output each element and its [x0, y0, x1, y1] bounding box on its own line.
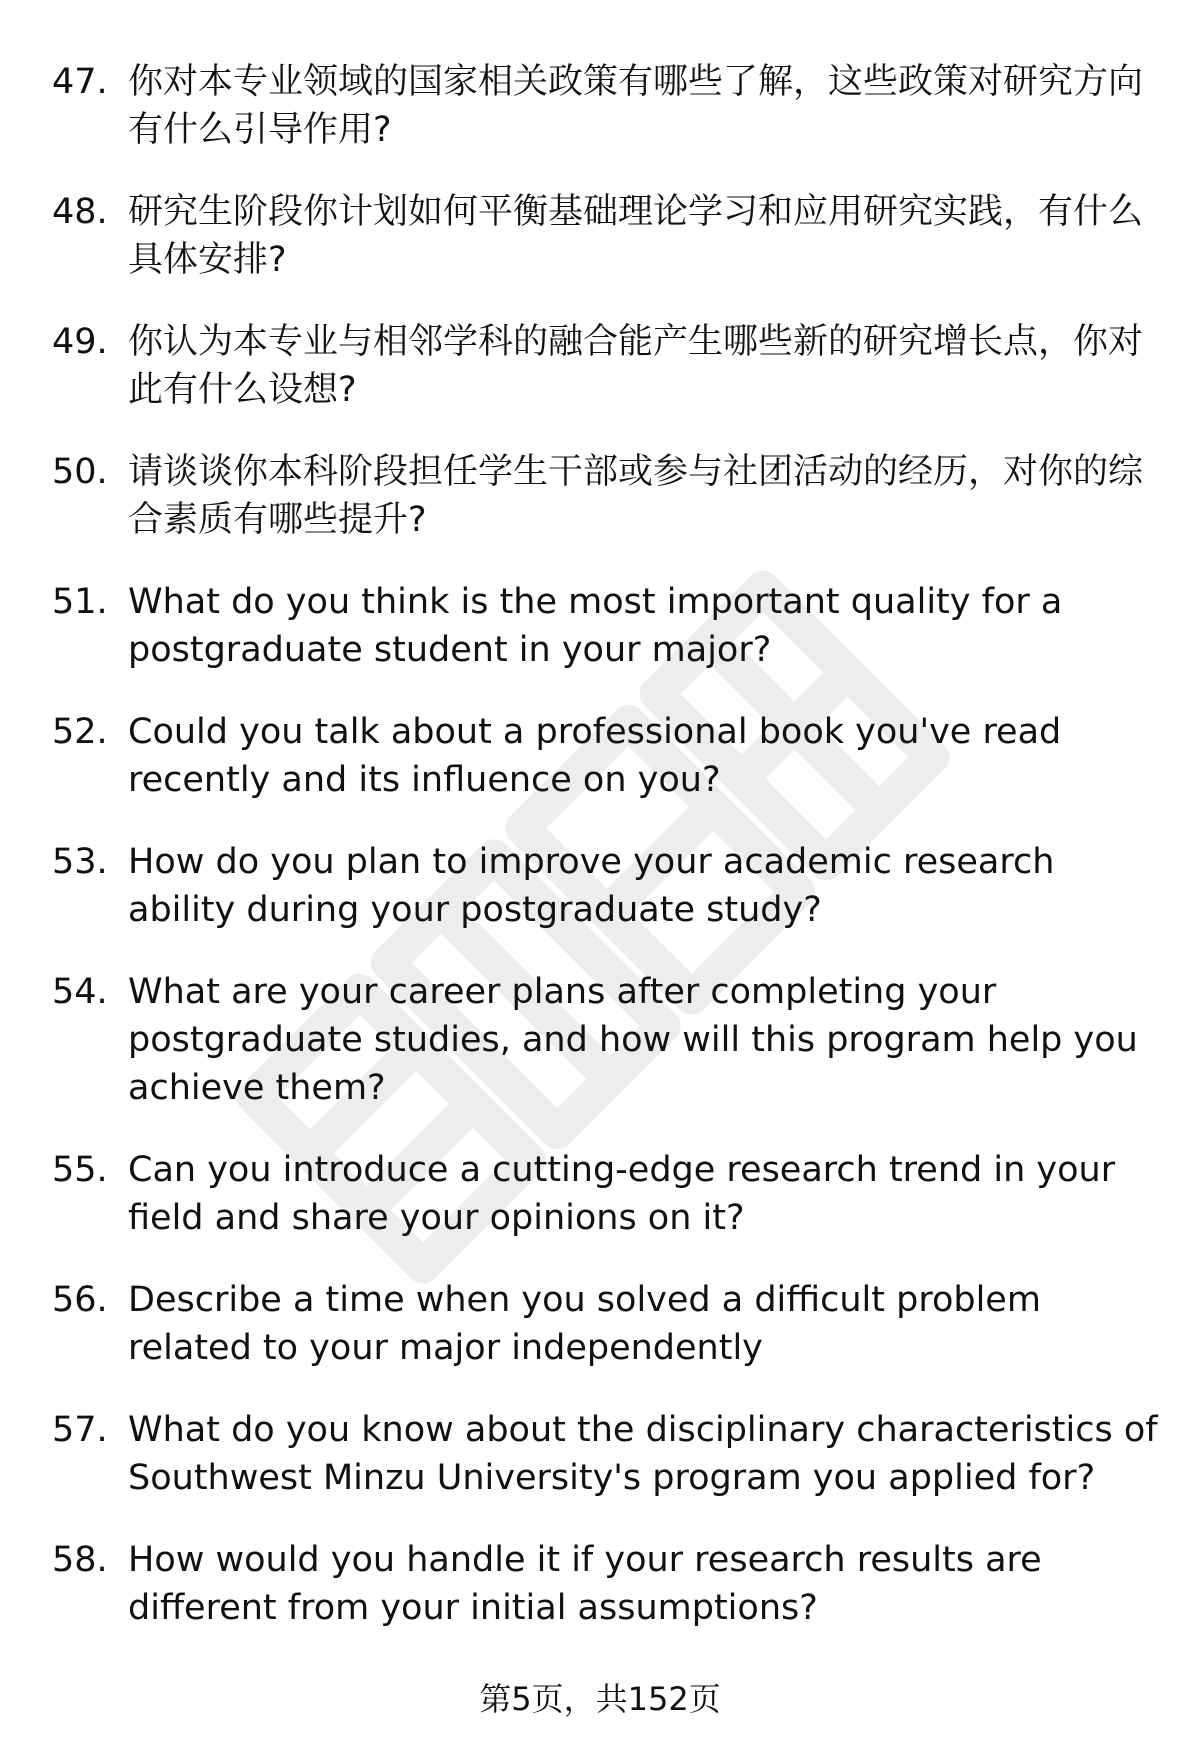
question-item — [0, 318, 1200, 414]
question-item — [0, 1276, 1200, 1372]
question-text: 研究生阶段你计划如何平衡基础理论学习和应用研究实践，有什么具体安排? — [128, 192, 1144, 280]
question-text: What are your career plans after completing your postgraduate studies, and how will this program help you achieve them? — [128, 972, 1138, 1108]
question-number: 49. — [52, 322, 108, 362]
question-text: What do you know about the disciplinary characteristics of Southwest Minzu University's program you applied for? — [128, 1410, 1158, 1498]
question-number: 55. — [52, 1150, 108, 1190]
question-item — [0, 1406, 1200, 1502]
question-item — [0, 188, 1200, 284]
question-text: Can you introduce a cutting-edge research trend in your field and share your opinions on it? — [128, 1150, 1116, 1238]
page-number-footer: 第5页，共152页 — [479, 1680, 721, 1718]
question-item — [0, 1146, 1200, 1242]
question-item — [0, 58, 1200, 154]
question-list — [0, 58, 1200, 1666]
question-text: 请谈谈你本科阶段担任学生干部或参与社团活动的经历，对你的综合素质有哪些提升? — [128, 452, 1144, 540]
question-text: What do you think is the most important quality for a postgraduate student in your major? — [128, 582, 1063, 670]
question-text: 你对本专业领域的国家相关政策有哪些了解，这些政策对研究方向有什么引导作用? — [128, 62, 1144, 150]
question-number: 54. — [52, 972, 108, 1012]
question-text: Could you talk about a professional book you've read recently and its influence on you? — [128, 712, 1062, 800]
question-number: 51. — [52, 582, 108, 622]
question-item — [0, 578, 1200, 674]
question-number: 50. — [52, 452, 108, 492]
question-item — [0, 838, 1200, 934]
question-text: How do you plan to improve your academic research ability during your postgraduate study? — [128, 842, 1055, 930]
question-text: 你认为本专业与相邻学科的融合能产生哪些新的研究增长点，你对此有什么设想? — [128, 322, 1144, 410]
question-item — [0, 968, 1200, 1112]
question-number: 47. — [52, 62, 108, 102]
question-number: 56. — [52, 1280, 108, 1320]
question-text: Describe a time when you solved a difficult problem related to your major independently — [128, 1280, 1041, 1368]
question-number: 53. — [52, 842, 108, 882]
question-number: 52. — [52, 712, 108, 752]
question-item — [0, 1536, 1200, 1632]
question-number: 48. — [52, 192, 108, 232]
question-text: How would you handle it if your research results are different from your initial assumptions? — [128, 1540, 1042, 1628]
question-item — [0, 448, 1200, 544]
question-number: 58. — [52, 1540, 108, 1580]
question-item — [0, 708, 1200, 804]
question-number: 57. — [52, 1410, 108, 1450]
